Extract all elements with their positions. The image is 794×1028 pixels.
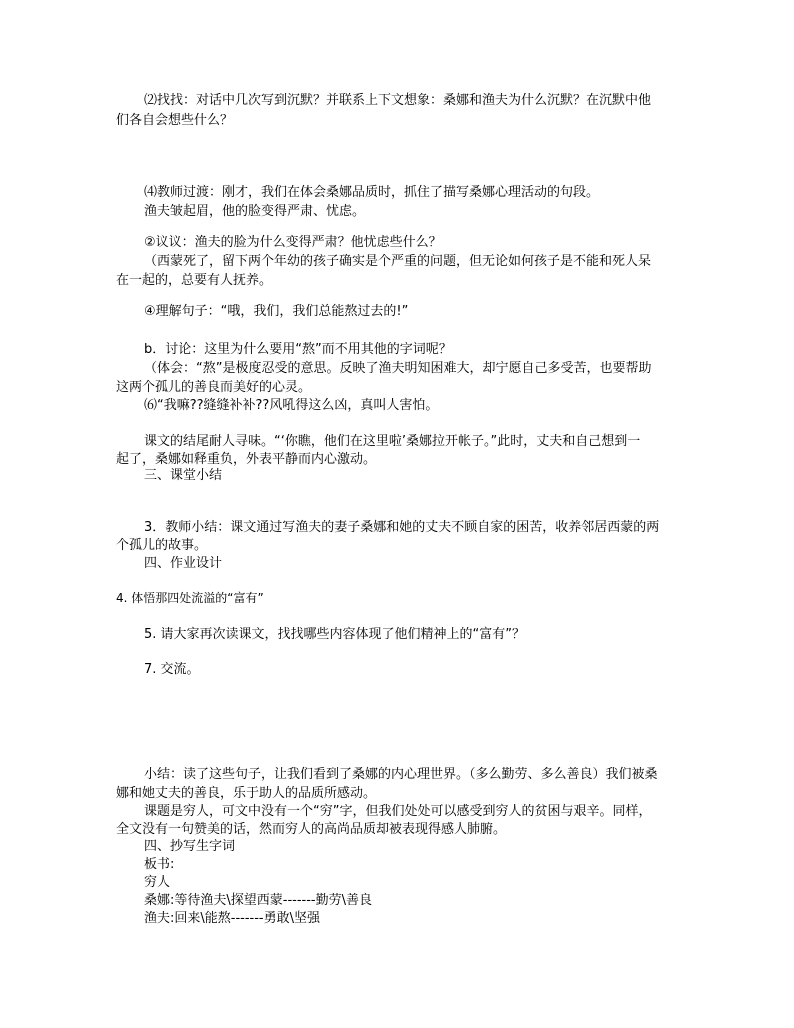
text-line: 课文的结尾耐人寻味。“‘你瞧，他们在这里啦’桑娜拉开帐子。”此时，丈夫和自己想到一: [144, 434, 641, 449]
text-line: ⑵找找：对话中几次写到沉默？并联系上下文想象：桑娜和渔夫为什么沉默？在沉默中他: [144, 93, 652, 108]
text-line: 渔夫皱起眉，他的脸变得严肃、忧虑。: [144, 204, 366, 219]
text-line: 小结：读了这些句子，让我们看到了桑娜的内心理世界。（多么勤劳、多么善良）我们被桑: [144, 767, 658, 782]
text-line: ④理解句子：“哦，我们，我们总能熬过去的!”: [144, 304, 409, 319]
section-heading: 四、抄写生字词: [144, 839, 236, 854]
text-line: 渔夫:回来\能熬-------勇敢\坚强: [144, 911, 320, 926]
text-line: （体会：“熬”是极度忍受的意思。反映了渔夫明知困难大，却宁愿自己多受苦，也要帮助: [144, 361, 652, 376]
text-line: 起了，桑娜如释重负，外表平静而内心激动。: [116, 452, 377, 467]
text-line: ⑹“我嘛??缝缝补补??风吼得这么凶，真叫人害怕。: [144, 398, 439, 413]
text-line: ⑷教师过渡：刚才，我们在体会桑娜品质时，抓住了描写桑娜心理活动的句段。: [144, 185, 600, 200]
text-line: b．讨论：这里为什么要用“熬”而不用其他的字词呢？: [144, 342, 452, 357]
section-heading: 三、课堂小结: [144, 468, 223, 483]
text-line: 们各自会想些什么？: [116, 113, 234, 128]
text-line: 娜和她丈夫的善良，乐于助人的品质所感动。: [116, 786, 377, 801]
text-line: 5. 请大家再次读课文，找找哪些内容体现了他们精神上的“富有”？: [144, 627, 526, 642]
text-line: 3．教师小结：课文通过写渔夫的妻子桑娜和她的丈夫不顾自家的困苦，收养邻居西蒙的两: [144, 520, 660, 535]
text-line: 7. 交流。: [144, 662, 200, 677]
text-line: 桑娜:等待渔夫\探望西蒙-------勤劳\善良: [144, 893, 372, 908]
text-line: ②议议：渔夫的脸为什么变得严肃？他忧虑些什么？: [144, 235, 442, 250]
text-line: 这两个孤儿的善良而美好的心灵。: [116, 380, 312, 395]
text-line: 穷人: [144, 875, 171, 890]
text-line: 在一起的，总要有人抚养。: [116, 273, 273, 288]
section-heading: 四、作业设计: [144, 556, 223, 571]
text-line: 4. 体悟那四处流溢的“富有”: [116, 591, 264, 605]
text-line: （西蒙死了，留下两个年幼的孩子确实是个严重的问题，但无论如何孩子是不能和死人呆: [144, 254, 652, 269]
text-line: 全文没有一句赞美的话，然而穷人的高尚品质却被表现得感人肺腑。: [116, 822, 507, 837]
text-line: 个孤儿的故事。: [116, 538, 208, 553]
text-line: 课题是穷人，可文中没有一个“穷”字，但我们处处可以感受到穷人的贫困与艰辛。同样，: [144, 804, 652, 819]
text-line: 板书:: [144, 857, 175, 872]
